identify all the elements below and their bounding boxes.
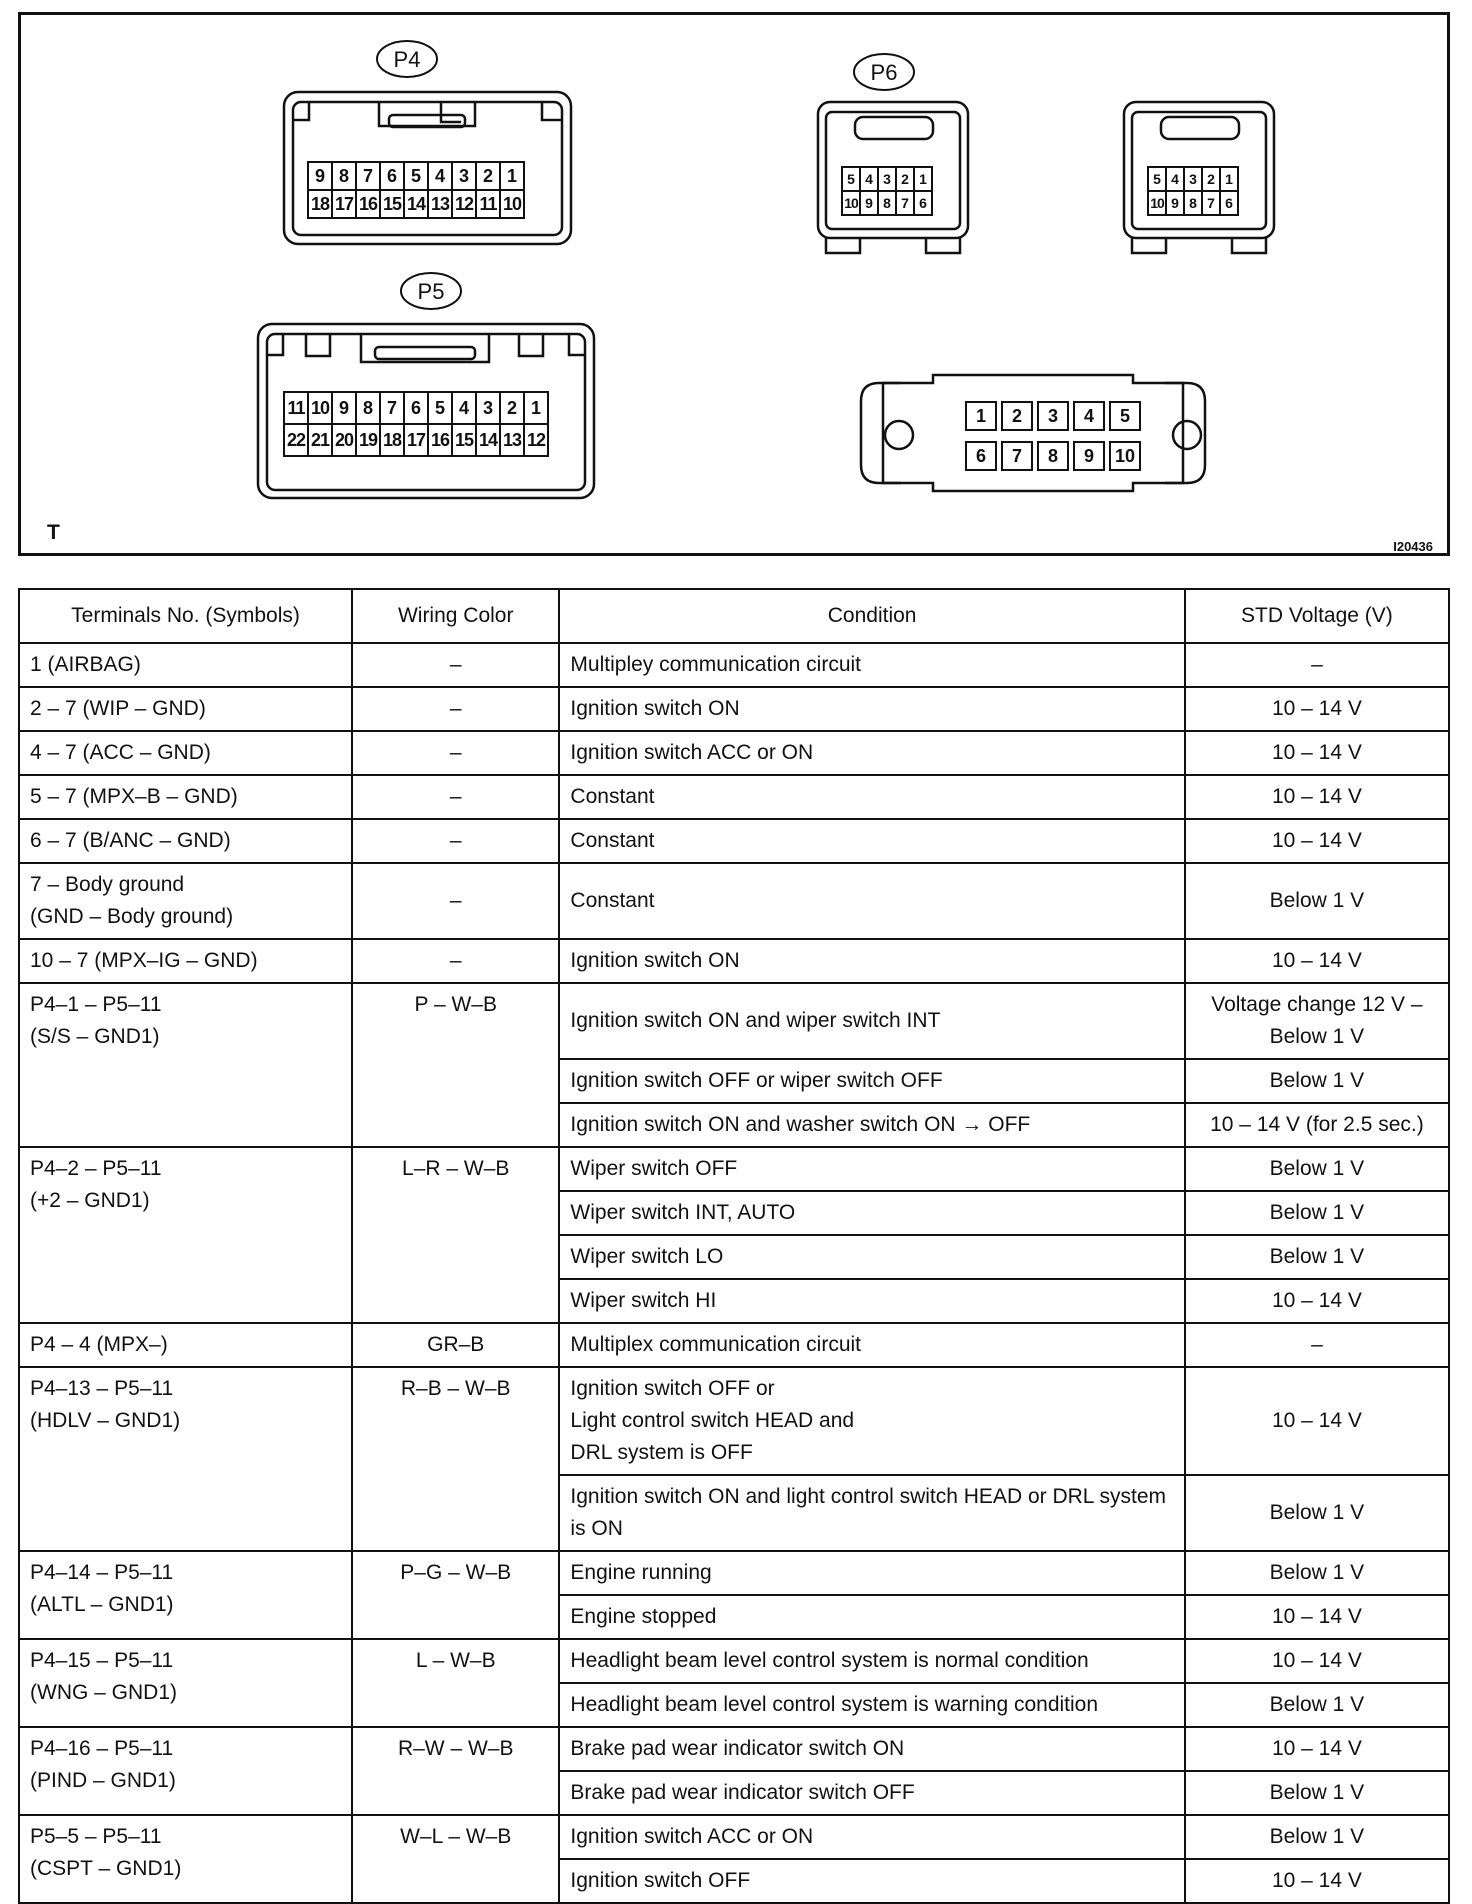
pin-dlc-3: 3 [1037, 401, 1069, 431]
pin-p5-12: 12 [523, 423, 549, 457]
wiring-color-cell: P – W–B [352, 983, 559, 1147]
wiring-color-cell: P–G – W–B [352, 1551, 559, 1639]
voltage-cell: – [1185, 1323, 1449, 1367]
condition-cell: Constant [559, 819, 1184, 863]
voltage-cell: Below 1 V [1185, 1235, 1449, 1279]
pin-p5-20: 20 [331, 423, 357, 457]
terminal-cell: P4–1 – P5–11 (S/S – GND1) [19, 983, 352, 1147]
pin-p4-18: 18 [307, 189, 333, 219]
pin-p5-7: 7 [379, 391, 405, 425]
pin-p5-3: 3 [475, 391, 501, 425]
p6-label: P6 [870, 60, 898, 85]
pin-p5-15: 15 [451, 423, 477, 457]
pin-p4-1: 1 [499, 161, 525, 191]
pin-p4-6: 6 [379, 161, 405, 191]
wiring-color-cell: – [352, 863, 559, 939]
pin-p6-3: 3 [877, 166, 897, 192]
terminal-cell: 7 – Body ground (GND – Body ground) [19, 863, 352, 939]
pin-p4-2: 2 [475, 161, 501, 191]
condition-cell: Constant [559, 775, 1184, 819]
pin-p5-17: 17 [403, 423, 429, 457]
voltage-cell: Below 1 V [1185, 1059, 1449, 1103]
connector-diagram [18, 12, 1450, 556]
pin-p6-mate-8: 8 [1183, 190, 1203, 216]
terminal-cell: 2 – 7 (WIP – GND) [19, 687, 352, 731]
condition-cell: Ignition switch OFF or Light control switch HEAD and DRL system is OFF [559, 1367, 1184, 1475]
voltage-cell: 10 – 14 V (for 2.5 sec.) [1185, 1103, 1449, 1147]
table-row [19, 643, 1449, 687]
table-row [19, 863, 1449, 939]
condition-cell: Ignition switch ON and light control switch HEAD or DRL system is ON [559, 1475, 1184, 1551]
voltage-cell: Voltage change 12 V – Below 1 V [1185, 983, 1449, 1059]
table-row [19, 1147, 1449, 1191]
terminal-cell: 5 – 7 (MPX–B – GND) [19, 775, 352, 819]
pin-p6-mate-7: 7 [1201, 190, 1221, 216]
figure-code: I20436 [1393, 539, 1433, 554]
voltage-cell: Below 1 V [1185, 1147, 1449, 1191]
pin-p4-14: 14 [403, 189, 429, 219]
pin-p4-11: 11 [475, 189, 501, 219]
terminal-cell: 10 – 7 (MPX–IG – GND) [19, 939, 352, 983]
pin-dlc-2: 2 [1001, 401, 1033, 431]
voltage-cell: Below 1 V [1185, 1815, 1449, 1859]
pin-p6-5: 5 [841, 166, 861, 192]
voltage-cell: Below 1 V [1185, 1683, 1449, 1727]
pin-p5-11: 11 [283, 391, 309, 425]
pin-p5-9: 9 [331, 391, 357, 425]
pin-p5-19: 19 [355, 423, 381, 457]
pin-p5-1: 1 [523, 391, 549, 425]
voltage-cell: 10 – 14 V [1185, 731, 1449, 775]
table-row [19, 939, 1449, 983]
pin-p5-16: 16 [427, 423, 453, 457]
condition-cell: Wiper switch OFF [559, 1147, 1184, 1191]
table-row [19, 775, 1449, 819]
pin-p6-2: 2 [895, 166, 915, 192]
terminal-cell: 4 – 7 (ACC – GND) [19, 731, 352, 775]
table-row [19, 1323, 1449, 1367]
pin-dlc-8: 8 [1037, 441, 1069, 471]
terminal-cell: P4–15 – P5–11 (WNG – GND1) [19, 1639, 352, 1727]
table-row [19, 687, 1449, 731]
voltage-cell: Below 1 V [1185, 1191, 1449, 1235]
header-std-voltage: STD Voltage (V) [1185, 589, 1449, 643]
terminal-cell: P4–2 – P5–11 (+2 – GND1) [19, 1147, 352, 1323]
voltage-cell: 10 – 14 V [1185, 1639, 1449, 1683]
voltage-cell: 10 – 14 V [1185, 1727, 1449, 1771]
pin-p5-6: 6 [403, 391, 429, 425]
terminal-cell: P4 – 4 (MPX–) [19, 1323, 352, 1367]
wiring-color-cell: – [352, 819, 559, 863]
condition-cell: Ignition switch ACC or ON [559, 1815, 1184, 1859]
pin-p6-mate-5: 5 [1147, 166, 1167, 192]
voltage-cell: 10 – 14 V [1185, 775, 1449, 819]
pin-p6-8: 8 [877, 190, 897, 216]
pin-p6-mate-2: 2 [1201, 166, 1221, 192]
pin-p5-10: 10 [307, 391, 333, 425]
table-body [19, 643, 1449, 1903]
voltage-cell: 10 – 14 V [1185, 1595, 1449, 1639]
condition-cell: Ignition switch ACC or ON [559, 731, 1184, 775]
voltage-cell: Below 1 V [1185, 863, 1449, 939]
terminal-cell: 1 (AIRBAG) [19, 643, 352, 687]
table-row [19, 1551, 1449, 1595]
wiring-color-cell: L – W–B [352, 1639, 559, 1727]
terminal-cell: P4–14 – P5–11 (ALTL – GND1) [19, 1551, 352, 1639]
condition-cell: Multipley communication circuit [559, 643, 1184, 687]
pin-p6-1: 1 [913, 166, 933, 192]
pin-p6-mate-4: 4 [1165, 166, 1185, 192]
pin-p5-2: 2 [499, 391, 525, 425]
pin-p5-13: 13 [499, 423, 525, 457]
terminal-cell: P5–5 – P5–11 (CSPT – GND1) [19, 1815, 352, 1903]
pin-p4-9: 9 [307, 161, 333, 191]
terminal-spec-table [18, 588, 1450, 1904]
pin-dlc-5: 5 [1109, 401, 1141, 431]
condition-cell: Ignition switch OFF [559, 1859, 1184, 1903]
wiring-color-cell: GR–B [352, 1323, 559, 1367]
pin-p6-9: 9 [859, 190, 879, 216]
terminal-cell: 6 – 7 (B/ANC – GND) [19, 819, 352, 863]
pin-p4-5: 5 [403, 161, 429, 191]
condition-cell: Multiplex communication circuit [559, 1323, 1184, 1367]
voltage-cell: 10 – 14 V [1185, 939, 1449, 983]
pin-p4-13: 13 [427, 189, 453, 219]
wiring-color-cell: – [352, 939, 559, 983]
condition-cell: Engine stopped [559, 1595, 1184, 1639]
p4-label: P4 [393, 47, 421, 72]
pin-p5-21: 21 [307, 423, 333, 457]
pin-p4-16: 16 [355, 189, 381, 219]
table-row [19, 1815, 1449, 1859]
pin-p6-mate-1: 1 [1219, 166, 1239, 192]
pin-p4-8: 8 [331, 161, 357, 191]
pin-p5-18: 18 [379, 423, 405, 457]
wiring-color-cell: W–L – W–B [352, 1815, 559, 1903]
pin-p4-12: 12 [451, 189, 477, 219]
pin-p5-4: 4 [451, 391, 477, 425]
pin-dlc-9: 9 [1073, 441, 1105, 471]
voltage-cell: 10 – 14 V [1185, 819, 1449, 863]
condition-cell: Ignition switch ON [559, 939, 1184, 983]
pin-p6-4: 4 [859, 166, 879, 192]
pin-p6-mate-6: 6 [1219, 190, 1239, 216]
header-condition: Condition [559, 589, 1184, 643]
pin-p6-7: 7 [895, 190, 915, 216]
wiring-color-cell: R–W – W–B [352, 1727, 559, 1815]
wiring-color-cell: – [352, 687, 559, 731]
voltage-cell: 10 – 14 V [1185, 1279, 1449, 1323]
terminal-cell: P4–13 – P5–11 (HDLV – GND1) [19, 1367, 352, 1551]
condition-cell: Headlight beam level control system is warning condition [559, 1683, 1184, 1727]
table-row [19, 983, 1449, 1059]
table-row [19, 731, 1449, 775]
condition-cell: Ignition switch OFF or wiper switch OFF [559, 1059, 1184, 1103]
voltage-cell: Below 1 V [1185, 1771, 1449, 1815]
condition-cell: Wiper switch LO [559, 1235, 1184, 1279]
condition-cell: Headlight beam level control system is normal condition [559, 1639, 1184, 1683]
voltage-cell: 10 – 14 V [1185, 687, 1449, 731]
wiring-color-cell: – [352, 775, 559, 819]
wiring-color-cell: R–B – W–B [352, 1367, 559, 1551]
connector-drawing [21, 15, 1453, 559]
pin-p6-mate-10: 10 [1147, 190, 1167, 216]
table-row [19, 1727, 1449, 1771]
corner-label: T [47, 521, 60, 544]
table-header-row [19, 589, 1449, 643]
pin-p4-15: 15 [379, 189, 405, 219]
pin-dlc-1: 1 [965, 401, 997, 431]
voltage-cell: Below 1 V [1185, 1551, 1449, 1595]
condition-cell: Brake pad wear indicator switch ON [559, 1727, 1184, 1771]
table-row [19, 1367, 1449, 1475]
pin-p5-8: 8 [355, 391, 381, 425]
pin-p4-10: 10 [499, 189, 525, 219]
pin-p4-17: 17 [331, 189, 357, 219]
pin-p6-6: 6 [913, 190, 933, 216]
condition-cell: Wiper switch HI [559, 1279, 1184, 1323]
header-terminals: Terminals No. (Symbols) [19, 589, 352, 643]
condition-cell: Engine running [559, 1551, 1184, 1595]
condition-cell: Constant [559, 863, 1184, 939]
condition-cell: Ignition switch ON and washer switch ON → OFF [559, 1103, 1184, 1147]
pin-dlc-7: 7 [1001, 441, 1033, 471]
condition-cell: Ignition switch ON and wiper switch INT [559, 983, 1184, 1059]
pin-dlc-6: 6 [965, 441, 997, 471]
pin-p5-5: 5 [427, 391, 453, 425]
table-row [19, 819, 1449, 863]
pin-p5-14: 14 [475, 423, 501, 457]
voltage-cell: 10 – 14 V [1185, 1367, 1449, 1475]
pin-dlc-4: 4 [1073, 401, 1105, 431]
pin-dlc-10: 10 [1109, 441, 1141, 471]
condition-cell: Wiper switch INT, AUTO [559, 1191, 1184, 1235]
header-wiring-color: Wiring Color [352, 589, 559, 643]
pin-p6-mate-9: 9 [1165, 190, 1185, 216]
condition-cell: Brake pad wear indicator switch OFF [559, 1771, 1184, 1815]
voltage-cell: Below 1 V [1185, 1475, 1449, 1551]
pin-p6-10: 10 [841, 190, 861, 216]
voltage-cell: – [1185, 643, 1449, 687]
wiring-color-cell: – [352, 643, 559, 687]
wiring-color-cell: – [352, 731, 559, 775]
pin-p5-22: 22 [283, 423, 309, 457]
terminal-cell: P4–16 – P5–11 (PIND – GND1) [19, 1727, 352, 1815]
pin-p4-3: 3 [451, 161, 477, 191]
pin-p4-4: 4 [427, 161, 453, 191]
voltage-cell: 10 – 14 V [1185, 1859, 1449, 1903]
condition-cell: Ignition switch ON [559, 687, 1184, 731]
pin-p6-mate-3: 3 [1183, 166, 1203, 192]
pin-p4-7: 7 [355, 161, 381, 191]
p5-label: P5 [417, 279, 445, 304]
wiring-color-cell: L–R – W–B [352, 1147, 559, 1323]
table-row [19, 1639, 1449, 1683]
